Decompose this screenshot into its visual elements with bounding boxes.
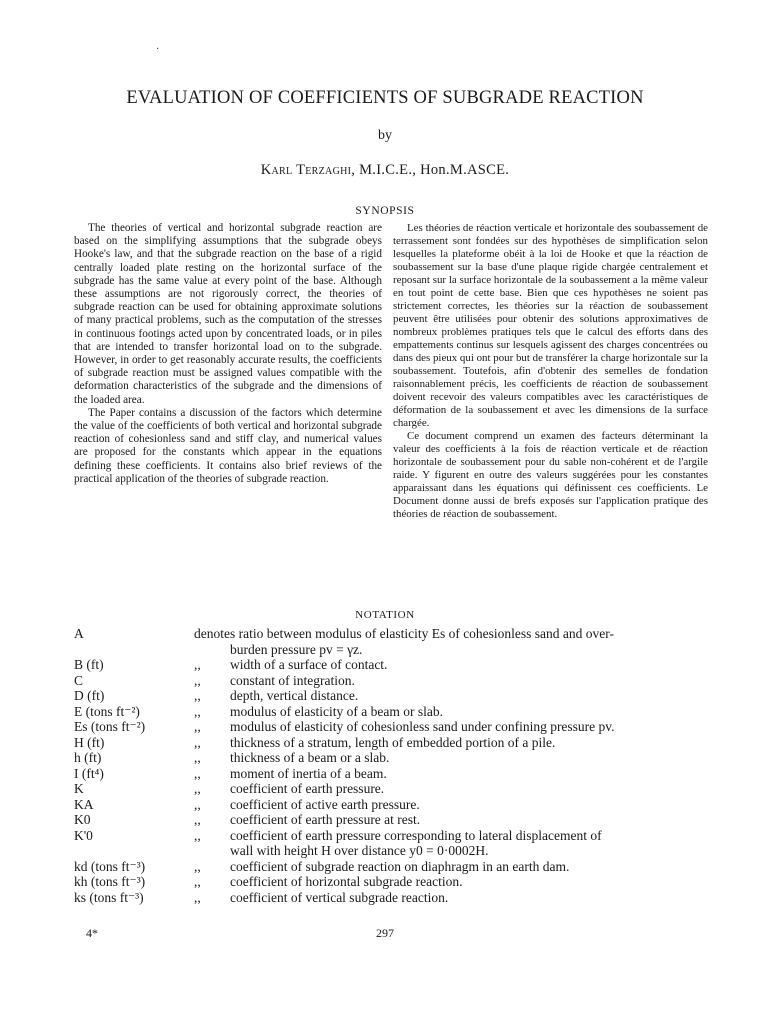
scan-speck: · (156, 44, 160, 55)
ditto-mark: ,, (194, 734, 201, 750)
notation-description: constant of integration. (230, 672, 355, 688)
synopsis-fr-paragraph-2: Ce document comprend un examen des facteurs déterminant la valeur des coefficients à la fois de réaction verticale et de réaction horizontale de soubassement pour du sable non-cohérent et de l'argile raide. Y figurent en outre des valeurs suggérées pour les constantes apparaissant dans les équations qui définissent ces coefficients. Le Document donne aussi de brefs exposés sur l'application pratique des théories de réaction de soubassement. (393, 430, 708, 520)
notation-row (74, 890, 714, 906)
author-line (60, 162, 710, 179)
ditto-mark: ,, (194, 889, 201, 905)
signature-mark: 4* (86, 926, 98, 940)
notation-row (74, 781, 714, 797)
notation-row (74, 735, 714, 751)
notation-description: depth, vertical distance. (230, 688, 359, 703)
notation-symbol: ks (tons ft⁻³) (74, 889, 144, 905)
notation-symbol: E (tons ft⁻²) (74, 703, 140, 719)
notation-description: modulus of elasticity of a beam or slab. (230, 703, 443, 719)
notation-row (74, 828, 714, 844)
notation-description: moment of inertia of a beam. (230, 765, 387, 781)
ditto-mark: ,, (194, 858, 201, 874)
synopsis-en-paragraph-2: The Paper contains a discussion of the factors which determine the value of the coefficients of both vertical and horizontal subgrade reaction of cohesionless sand and stiff clay, and numerical values are proposed for the constants which appear in the equations defining these coefficients. It contains also brief reviews of the practical application of the theories of subgrade reaction. (74, 406, 382, 485)
notation-symbol: kh (tons ft⁻³) (74, 874, 146, 889)
notation-description: thickness of a beam or a slab. (230, 750, 390, 765)
synopsis-french (393, 222, 708, 521)
notation-row (74, 812, 714, 828)
paper-title: EVALUATION OF COEFFICIENTS OF SUBGRADE REACTION (126, 88, 644, 108)
notation-symbol: K0 (74, 812, 91, 827)
notation-symbol: K (74, 781, 84, 796)
notation-row (74, 750, 714, 766)
byline-by: by (378, 128, 392, 143)
notation-symbol: K'0 (74, 827, 93, 843)
notation-symbol: B (ft) (74, 657, 104, 672)
notation-continuation: wall with height H over distance y0 = 0·0002H. (230, 843, 489, 858)
notation-row (74, 704, 714, 720)
notation-denotes: denotes (194, 626, 236, 641)
notation-row (74, 719, 714, 735)
ditto-mark: ,, (194, 781, 201, 796)
notation-description: coefficient of earth pressure at rest. (230, 812, 421, 827)
author-credentials: , M.I.C.E., Hon.M.ASCE. (351, 162, 510, 178)
notation-description: modulus of elasticity of cohesionless sand under confining pressure pv. (230, 719, 615, 734)
notation-row (74, 859, 714, 875)
notation-symbol: H (ft) (74, 734, 105, 750)
notation-heading: NOTATION (355, 609, 415, 621)
notation-description: coefficient of earth pressure. (230, 781, 385, 796)
ditto-mark: ,, (194, 688, 201, 703)
synopsis-english (74, 222, 382, 486)
notation-symbol: C (74, 672, 84, 688)
notation-symbol: A (74, 626, 84, 641)
notation-rows (74, 657, 714, 905)
notation-description: thickness of a stratum, length of embedded portion of a pile. (230, 734, 556, 750)
ditto-mark: ,, (194, 796, 201, 812)
ditto-mark: ,, (194, 703, 201, 719)
notation-first-desc: ratio between modulus of elasticity Es of cohesionless sand and over- (238, 626, 615, 641)
notation-row (74, 673, 714, 689)
ditto-mark: ,, (194, 812, 201, 827)
notation-description: coefficient of vertical subgrade reaction. (230, 889, 449, 905)
notation-symbol: I (ft⁴) (74, 765, 104, 781)
ditto-mark: ,, (194, 750, 201, 765)
notation-row (74, 626, 714, 642)
ditto-mark: ,, (194, 874, 201, 889)
notation-symbol: kd (tons ft⁻³) (74, 858, 146, 874)
synopsis-en-paragraph-1: The theories of vertical and horizontal subgrade reaction are based on the simplifying assumptions that the subgrade obeys Hooke's law, and that the subgrade reaction on the base of a rigid centrally loaded plate resting on the horizontal surface of the subgrade has the same value at every point of the base. Although these assumptions are not rigorously correct, the theories of subgrade reaction can be used for obtaining approximate solutions of many practical problems, such as the computation of the stresses in continuous footings acted upon by concentrated loads, or in piles that are intended to transfer horizontal load on to the subgrade. However, in order to get reasonably accurate results, the coefficients of subgrade reaction must be assigned values compatible with the deformation characteristics of the subgrade and the dimensions of the loaded area. (74, 222, 382, 406)
notation-description: coefficient of horizontal subgrade reaction. (230, 874, 463, 889)
notation-symbol: Es (tons ft⁻²) (74, 719, 146, 734)
ditto-mark: ,, (194, 672, 201, 688)
page-number: 297 (376, 926, 394, 940)
notation-row (74, 657, 714, 673)
notation-row (74, 797, 714, 813)
notation-description: width of a surface of contact. (230, 657, 388, 672)
notation-description: coefficient of active earth pressure. (230, 796, 420, 812)
notation-row (74, 874, 714, 890)
ditto-mark: ,, (194, 719, 201, 734)
notation-list (74, 626, 714, 905)
notation-continuation: burden pressure pv = γz. (230, 641, 363, 657)
ditto-mark: ,, (194, 765, 201, 781)
ditto-mark: ,, (194, 827, 201, 843)
synopsis-fr-paragraph-1: Les théories de réaction verticale et horizontale des soubassement de terrassement sont fondées sur des hypothèses de simplification selon lesquelles la plateforme obéit à la loi de Hooke et que la réaction de soubassement sur la base d'une plaque rigide chargée centralement et reposant sur la surface horizontale de la soubassement a la même valeur en tout point de cette base. Bien que ces hypothèses ne soient pas strictement correctes, les théories sur la réaction de soubassement peuvent être utilisées pour obtenir des solutions approximatives de nombreux problèmes pratiques tels que le calcul des efforts dans des empattements continus sur lesquels agissent des charges concentrées ou dans des pieux qui ont pour but de transférer la charge horizontale sur la soubassement. Toutefois, afin d'obtenir des semelles de fondation raisonnablement précis, les coefficients de réaction de soubassement doivent recevoir des valeurs compatibles avec les caractéristiques de déformation de la soubassement et avec les dimensions de la surface chargée. (393, 222, 708, 429)
notation-symbol: h (ft) (74, 750, 102, 765)
notation-row (74, 766, 714, 782)
notation-description (194, 626, 714, 642)
notation-symbol: D (ft) (74, 688, 105, 703)
author-name: Karl Terzaghi (260, 162, 352, 178)
ditto-mark: ,, (194, 657, 201, 672)
notation-row (74, 688, 714, 704)
notation-description: coefficient of subgrade reaction on diaphragm in an earth dam. (230, 858, 570, 874)
synopsis-heading: SYNOPSIS (355, 205, 415, 217)
notation-symbol: KA (74, 796, 94, 812)
notation-description: coefficient of earth pressure corresponding to lateral displacement of (230, 827, 602, 843)
